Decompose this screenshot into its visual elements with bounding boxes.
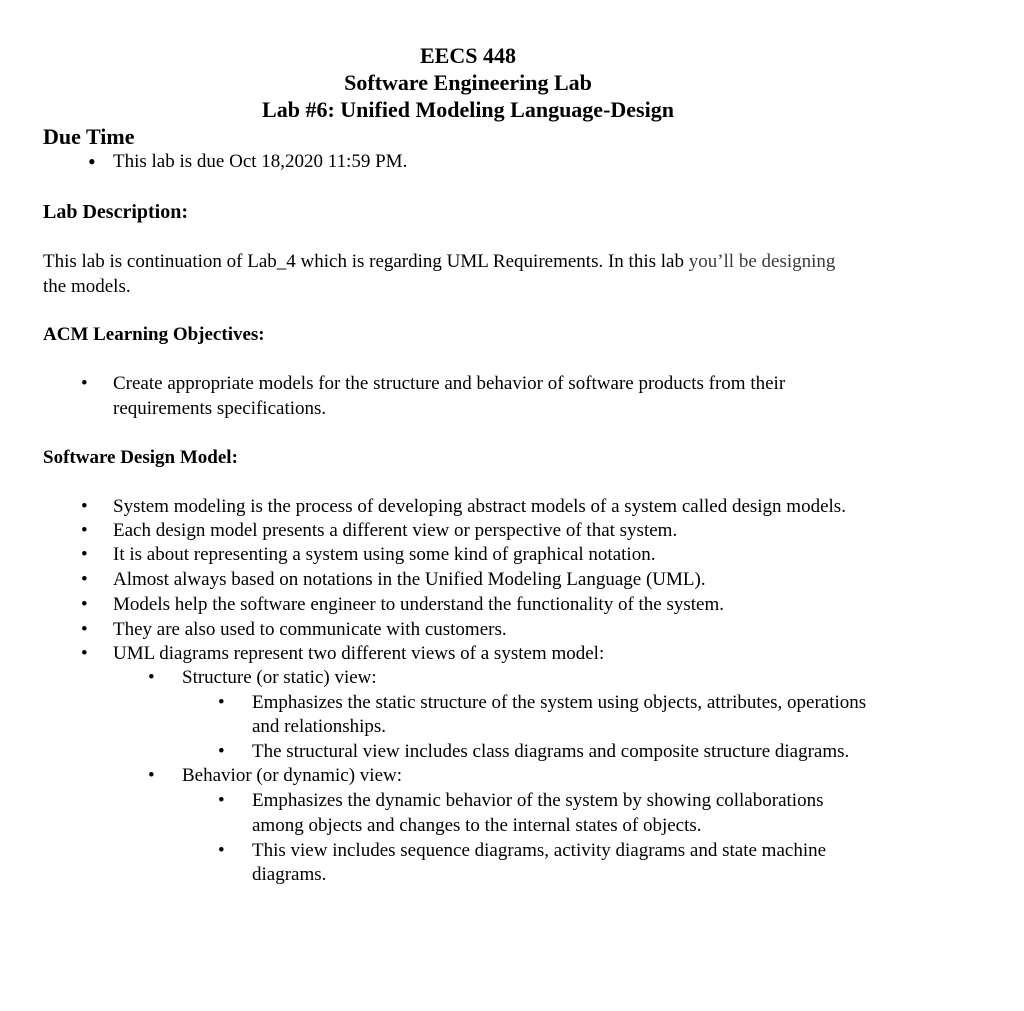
design-item: Almost always based on notations in the Unified Modeling Language (UML). xyxy=(113,569,706,590)
lab-description-heading: Lab Description: xyxy=(43,201,188,223)
objective-line2: requirements specifications. xyxy=(113,398,327,419)
behavior-view-label: Behavior (or dynamic) view: xyxy=(182,765,403,786)
design-model-heading: Software Design Model: xyxy=(43,447,238,468)
bullet-icon: • xyxy=(81,619,88,640)
behavior-point2-line1: This view includes sequence diagrams, activity diagrams and state machine xyxy=(252,840,827,861)
course-code: EECS 448 xyxy=(420,43,516,68)
bullet-icon: • xyxy=(81,544,88,565)
behavior-point2-line2: diagrams. xyxy=(252,864,327,885)
lab-description-line1-b: you’ll be designing xyxy=(688,251,836,272)
bullet-icon: • xyxy=(218,840,225,861)
behavior-point1-line2: among objects and changes to the internal states of objects. xyxy=(252,815,702,836)
bullet-icon: • xyxy=(81,643,88,664)
bullet-icon: • xyxy=(148,765,155,786)
bullet-icon: • xyxy=(81,520,88,541)
lab-title: Lab #6: Unified Modeling Language-Design xyxy=(262,97,674,122)
design-item: System modeling is the process of developing abstract models of a system called design models. xyxy=(113,496,846,517)
behavior-point1-line1: Emphasizes the dynamic behavior of the system by showing collaborations xyxy=(252,790,824,811)
design-item: They are also used to communicate with customers. xyxy=(113,619,507,640)
bullet-icon: • xyxy=(218,741,225,762)
bullet-icon: • xyxy=(218,692,225,713)
structure-point1-line2: and relationships. xyxy=(252,716,387,737)
structure-point2: The structural view includes class diagrams and composite structure diagrams. xyxy=(252,741,850,762)
lab-description-line2: the models. xyxy=(43,276,131,297)
bullet-icon: • xyxy=(81,594,88,615)
course-name: Software Engineering Lab xyxy=(344,70,592,95)
due-time-heading: Due Time xyxy=(43,124,135,149)
structure-view-label: Structure (or static) view: xyxy=(182,667,377,688)
bullet-icon: • xyxy=(218,790,225,811)
bullet-icon: • xyxy=(148,667,155,688)
design-item: Models help the software engineer to understand the functionality of the system. xyxy=(113,594,725,615)
objectives-heading: ACM Learning Objectives: xyxy=(43,324,265,345)
structure-point1-line1: Emphasizes the static structure of the system using objects, attributes, operations xyxy=(252,692,867,713)
design-item: Each design model presents a different view or perspective of that system. xyxy=(113,520,678,541)
design-item: UML diagrams represent two different views of a system model: xyxy=(113,643,605,664)
bullet-icon: • xyxy=(81,496,88,517)
objective-line1: Create appropriate models for the structure and behavior of software products from their xyxy=(113,373,786,394)
due-date-text: This lab is due Oct 18,2020 11:59 PM. xyxy=(113,151,408,172)
bullet-icon: • xyxy=(88,149,96,174)
lab-description-line1-a: This lab is continuation of Lab_4 which is regarding UML Requirements. In this lab xyxy=(43,251,689,272)
bullet-icon: • xyxy=(81,569,88,590)
bullet-icon: • xyxy=(81,373,88,394)
design-item: It is about representing a system using some kind of graphical notation. xyxy=(113,544,656,565)
lab-description-line1 xyxy=(43,250,835,274)
